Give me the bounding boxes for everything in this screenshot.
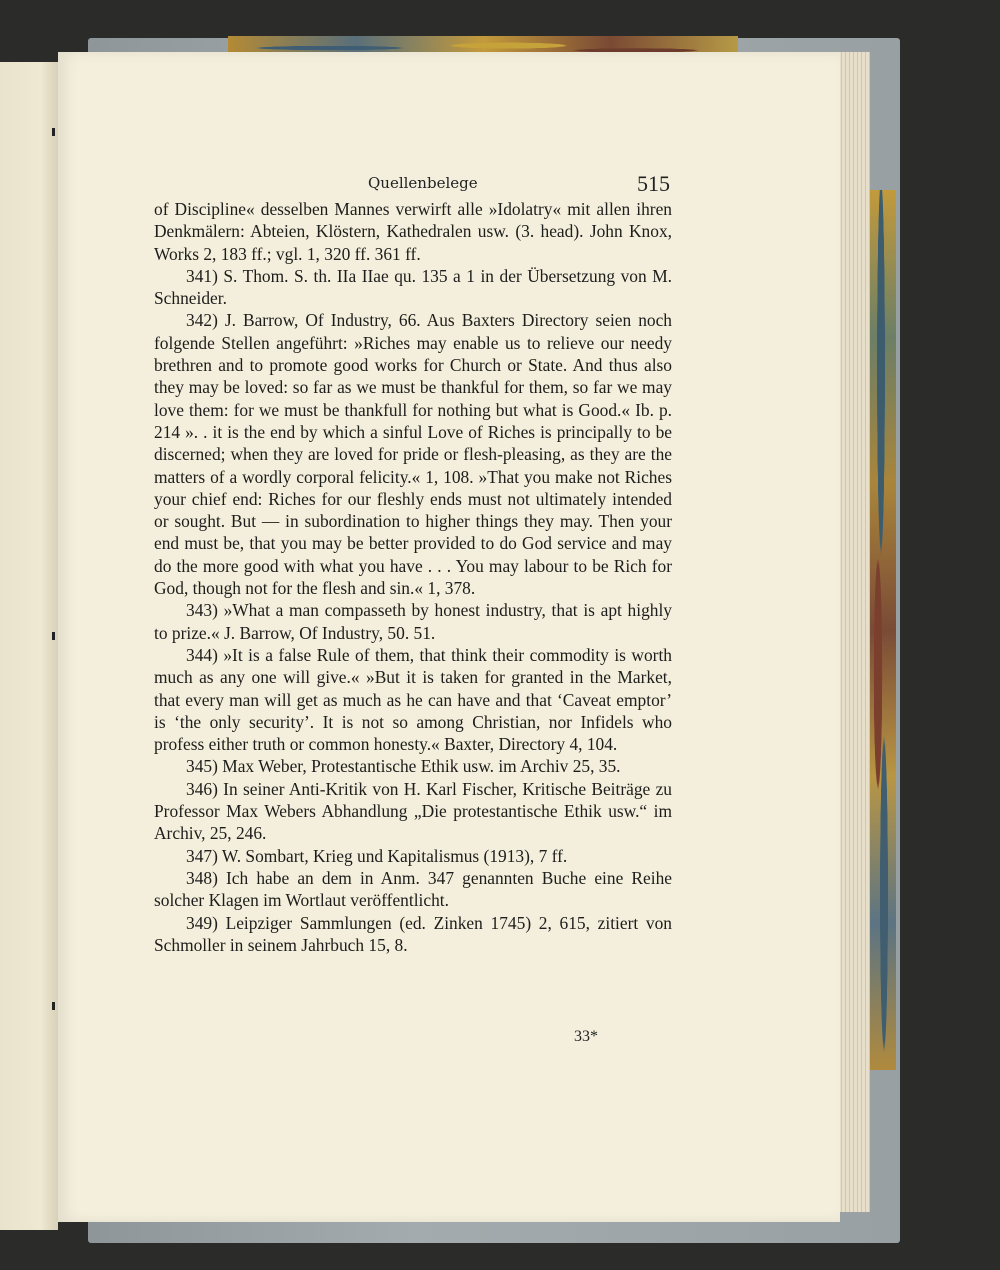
- endnote-342: 342) J. Barrow, Of Industry, 66. Aus Baxters Directory seien noch folgende Stellen angeführt: »Riches may enable us to relieve our needy brethren and to promote good works for Church or State. And thus also they may be loved: so far as we must be thankful for them, so far we may love them: for we must be thankfull for nothing but what is Good.« Ib. p. 214 ». . it is the end by which a sinful Love of Riches is principally to be discerned; when they are loved for pride or flesh-pleasing, as they are the matters of a wordly corporal felicity.« 1, 108. »That you make not Riches your chief end: Riches for our fleshly ends must not ultimately intended or sought. But — in subordination to higher things they may. Then your end must be, that you may be better provided to do God service and may do the more good with what you have . . . You may labour to be Rich for God, though not for the flesh and sin.« 1, 378.: [154, 310, 672, 599]
- page-mark: [52, 1002, 55, 1010]
- endnotes-body: [154, 198, 672, 956]
- endnote-343: 343) »What a man compasseth by honest industry, that is apt highly to prize.« J. Barrow, Of Industry, 50. 51.: [154, 600, 672, 643]
- signature-mark: 33*: [574, 1028, 598, 1045]
- endnote-341: 341) S. Thom. S. th. IIa IIae qu. 135 a 1 in der Übersetzung von M. Schneider.: [154, 265, 672, 309]
- endnote-345: 345) Max Weber, Protestantische Ethik usw. im Archiv 25, 35.: [186, 756, 621, 777]
- page-mark: [52, 128, 55, 136]
- endnote-348: 348) Ich habe an dem in Anm. 347 genannten Buche eine Reihe solcher Klagen im Wortlaut veröffentlicht.: [154, 867, 672, 911]
- marbled-edge-right: [866, 190, 896, 1070]
- endnote-346: 346) In seiner Anti-Kritik von H. Karl Fischer, Kritische Beiträge zu Professor Max Webers Abhandlung „Die protestantische Ethik usw.“ im Archiv, 25, 246.: [154, 778, 672, 844]
- book-page: [58, 52, 840, 1222]
- endnote-340-continuation: of Discipline« desselben Mannes verwirft alle »Idolatry« mit allen ihren Denkmälern: Abteien, Klöstern, Kathedralen usw. (3. head). John Knox, Works 2, 183 ff.; vgl. 1, 320 ff. 361 ff.: [154, 199, 672, 264]
- previous-page-edge: [0, 62, 58, 1230]
- page-mark: [52, 632, 55, 640]
- running-head: Quellenbelege: [368, 174, 478, 192]
- endnote-344: 344) »It is a false Rule of them, that think their commodity is worth much as any one will give.« »But it is taken for granted in the Market, that every man will get as much as he can have and that ‘Caveat emptor’ is ‘the only security’. It is not so among Christian, nor Infidels who profess either truth or common honesty.« Baxter, Directory 4, 104.: [154, 644, 672, 755]
- endnote-347: 347) W. Sombart, Krieg und Kapitalismus (1913), 7 ff.: [186, 845, 568, 866]
- endnote-349: 349) Leipziger Sammlungen (ed. Zinken 1745) 2, 615, zitiert von Schmoller in seinem Jahrbuch 15, 8.: [154, 912, 672, 955]
- page-number: 515: [637, 171, 670, 196]
